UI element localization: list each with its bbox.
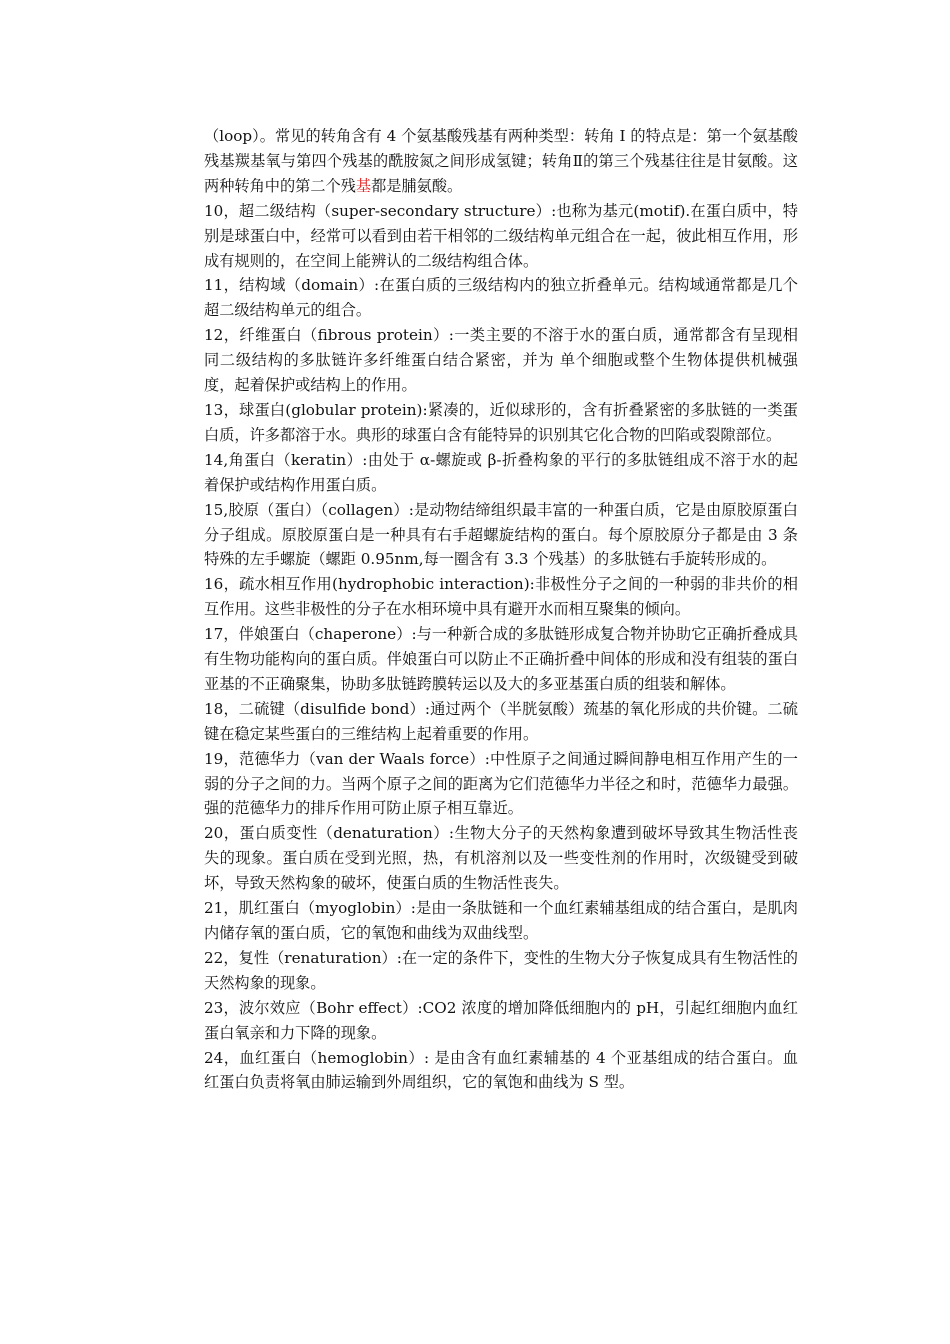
paragraph-18-disulfide-bond: 18，二硫键（disulfide bond）:通过两个（半胱氨酸）巯基的氧化形成的共价键。二硫键在稳定某些蛋白的三维结构上起着重要的作用。 (204, 699, 798, 743)
paragraph-11-domain: 11，结构域（domain）:在蛋白质的三级结构内的独立折叠单元。结构域通常都是几个超二级结构单元的组合。 (204, 276, 798, 320)
paragraph-24-hemoglobin: 24，血红蛋白（hemoglobin）: 是由含有血红素辅基的 4 个亚基组成的结合蛋白。血红蛋白负责将氧由肺运输到外周组织，它的氧饱和曲线为 S 型。 (204, 1048, 798, 1092)
paragraph-16-hydrophobic-interaction: 16，疏水相互作用(hydrophobic interaction):非极性分子之间的一种弱的非共价的相互作用。这些非极性的分子在水相环境中具有避开水而相互聚集的倾向。 (204, 575, 798, 619)
paragraph-text: 都是脯氨酸。 (371, 176, 463, 195)
paragraph-12-fibrous-protein: 12，纤维蛋白（fibrous protein）:一类主要的不溶于水的蛋白质，通常都含有呈现相同二级结构的多肽链许多纤维蛋白结合紧密，并为 单个细胞或整个生物体提供机械强度，起着保护或结构上的作用。 (204, 326, 798, 395)
paragraph-22-renaturation: 22，复性（renaturation）:在一定的条件下，变性的生物大分子恢复成具有生物活性的天然构象的现象。 (204, 948, 798, 992)
paragraph-10-super-secondary-structure: 10，超二级结构（super-secondary structure）:也称为基元(motif).在蛋白质中，特别是球蛋白中，经常可以看到由若干相邻的二级结构单元组合在一起，彼此相互作用，形成有规则的，在空间上能辨认的二级结构组合体。 (204, 201, 798, 270)
paragraph-loop-turns (204, 124, 798, 199)
paragraph-21-myoglobin: 21，肌红蛋白（myoglobin）:是由一条肽链和一个血红素辅基组成的结合蛋白，是肌肉内储存氧的蛋白质，它的氧饱和曲线为双曲线型。 (204, 899, 798, 942)
paragraph-13-globular-protein: 13，球蛋白(globular protein):紧凑的，近似球形的，含有折叠紧密的多肽链的一类蛋白质，许多都溶于水。典形的球蛋白含有能特异的识别其它化合物的凹陷或裂隙部位。 (204, 400, 798, 444)
paragraph-19-van-der-waals-force: 19，范德华力（van der Waals force）:中性原子之间通过瞬间静电相互作用产生的一弱的分子之间的力。当两个原子之间的距离为它们范德华力半径之和时，范德华力最强。强的范德华力的排斥作用可防止原子相互靠近。 (204, 749, 798, 818)
paragraph-14-keratin: 14,角蛋白（keratin）:由处于 α-螺旋或 β-折叠构象的平行的多肽链组成不溶于水的起着保护或结构作用蛋白质。 (204, 450, 798, 494)
paragraph-23-bohr-effect: 23，波尔效应（Bohr effect）:CO2 浓度的增加降低细胞内的 pH，引起红细胞内血红蛋白氧亲和力下降的现象。 (204, 998, 798, 1042)
highlighted-character: 基 (355, 176, 372, 195)
document-body (204, 124, 798, 1095)
paragraph-text: （loop）。常见的转角含有 4 个氨基酸残基有两种类型：转角 I 的特点是：第一个氨基酸残基羰基氧与第四个残基的酰胺氮之间形成氢键；转角Ⅱ的第三个残基往往是甘氨酸。这两种转角中的第二个残 (204, 127, 798, 195)
paragraph-20-denaturation: 20，蛋白质变性（denaturation）:生物大分子的天然构象遭到破坏导致其生物活性丧失的现象。蛋白质在受到光照，热，有机溶剂以及一些变性剂的作用时，次级键受到破坏，导致天然构象的破坏，使蛋白质的生物活性丧失。 (204, 824, 798, 893)
paragraph-15-collagen: 15,胶原（蛋白）（collagen）:是动物结缔组织最丰富的一种蛋白质，它是由原胶原蛋白分子组成。原胶原蛋白是一种具有右手超螺旋结构的蛋白。每个原胶原分子都是由 3 条特殊的左手螺旋（螺距 0.95nm,每一圈含有 3.3 个残基）的多肽链右手旋转形成的。 (204, 500, 798, 569)
paragraph-17-chaperone: 17，伴娘蛋白（chaperone）:与一种新合成的多肽链形成复合物并协助它正确折叠成具有生物功能构向的蛋白质。伴娘蛋白可以防止不正确折叠中间体的形成和没有组装的蛋白亚基的不正确聚集，协助多肽链跨膜转运以及大的多亚基蛋白质的组装和解体。 (204, 625, 798, 693)
